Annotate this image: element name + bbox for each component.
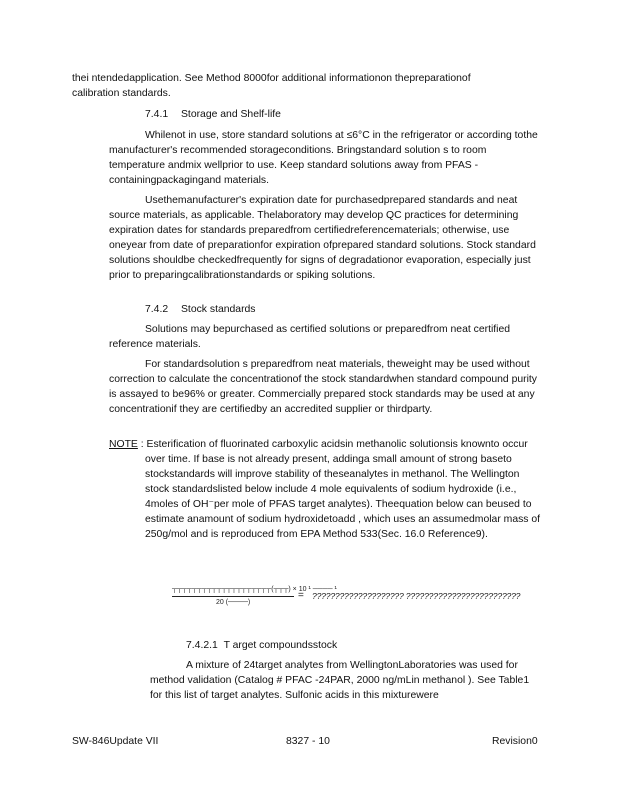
footer-revision: Revision0 [492,736,538,747]
note-text: Esterification of fluorinated carboxylic acidsin methanolic solutionsis knownto occur over time. If base is not already present, addinga small amount of strong baseto stockstandards will improve stability of theseanalytes in methanol. The Wellington stock standardslisted below include 4 mole equivalents of sodium hydroxide (i.e., 4moles of OH⁻per mole of PFAS target analytes). Theequation below can beused to estimate anamount of sodium hydroxidetoadd , which uses an assumedmolar mass of 250g/mol and is reproduced from EPA Method 533(Sec. 16.0 Reference9). [145,439,541,540]
section-7421-para-1-block [150,658,536,703]
section-7421-para-1: A mixture of 24target analytes from WellingtonLaboratories was used for method validation (Catalog # PFAC -24PAR, 2000 ng/mLin methanol ). See Table1 for this list of target analytes. Sulfonic acids in this mixturewere [150,660,530,701]
section-742-para-1-block [109,322,545,352]
footer-left: SW-846Update VII [72,736,159,747]
note-paragraph [109,437,545,542]
section-741-para-2-block [109,193,545,283]
section-7421-title: T arget compoundsstock [223,640,338,651]
section-741-heading [145,107,281,122]
section-742-title: Stock standards [181,304,256,315]
section-741-para-2: Usethemanufacturer's expiration date for purchasedprepared standards and neat source materials, as applicable. Thelaboratory may develop QC practices for determining expiration dates for standards preparedfrom certifiedreferencematerials; otherwise, use oneyear from date of preparationfor expiration ofprepared standard solutions. Stock standard solutions shouldbe checkedfrequently for signs of degradationor evaporation, especially just prior to preparingcalibrationstandards or spiking solutions. [109,195,536,281]
section-742-para-2-block [109,357,545,417]
equation-fraction-line [172,596,294,597]
equation-equals: = [298,590,304,601]
section-7421-number: 7.4.2.1 [186,640,218,651]
section-741-title: Storage and Shelf-life [181,109,281,120]
note-block [109,437,545,542]
equation-numerator: ┬┬┬┬┬┬┬┬┬┬┬┬┬┬┬┬┬┬┬┬(┬┬┬) × 10 ¹ ──── ¹ [172,586,337,593]
intro-text [72,71,552,101]
section-741-para-1-block [109,128,545,188]
intro-line-2: calibration standards. [72,88,171,99]
note-label: NOTE [109,439,138,450]
section-742-heading [145,302,256,317]
equation-result: ???????????????????? ????????????????????????? [312,591,521,601]
naoh-equation [172,582,522,614]
section-742-para-1: Solutions may bepurchased as certified solutions or preparedfrom neat certified reference materials. [109,324,511,350]
footer-page-number: 8327 - 10 [286,736,330,747]
section-7421-heading [186,638,337,653]
section-742-para-2: For standardsolution s preparedfrom neat materials, theweight may be used without correction to calculate the concentrationof the stock standardwhen standard compound purity is assayed to be96% or greater. Commercially prepared stock standards may be used at any concentrationif they are certifiedby an accredited supplier or thirdparty. [109,359,537,415]
intro-line-1: thei ntendedapplication. See Method 8000for additional informationon thepreparationof [72,73,471,84]
section-741-para-1: Whilenot in use, store standard solutions at ≤6°C in the refrigerator or according tothe manufacturer's recommended storageconditions. Bringstandard solution s to room temperature andmix wellprior to use. Keep standard solutions away from PFAS - containingpackagingand materials. [109,130,538,186]
equation-denominator: 20 (────) [216,599,251,606]
section-742-number: 7.4.2 [145,304,169,315]
note-separator: : [137,439,147,450]
section-741-number: 7.4.1 [145,109,169,120]
